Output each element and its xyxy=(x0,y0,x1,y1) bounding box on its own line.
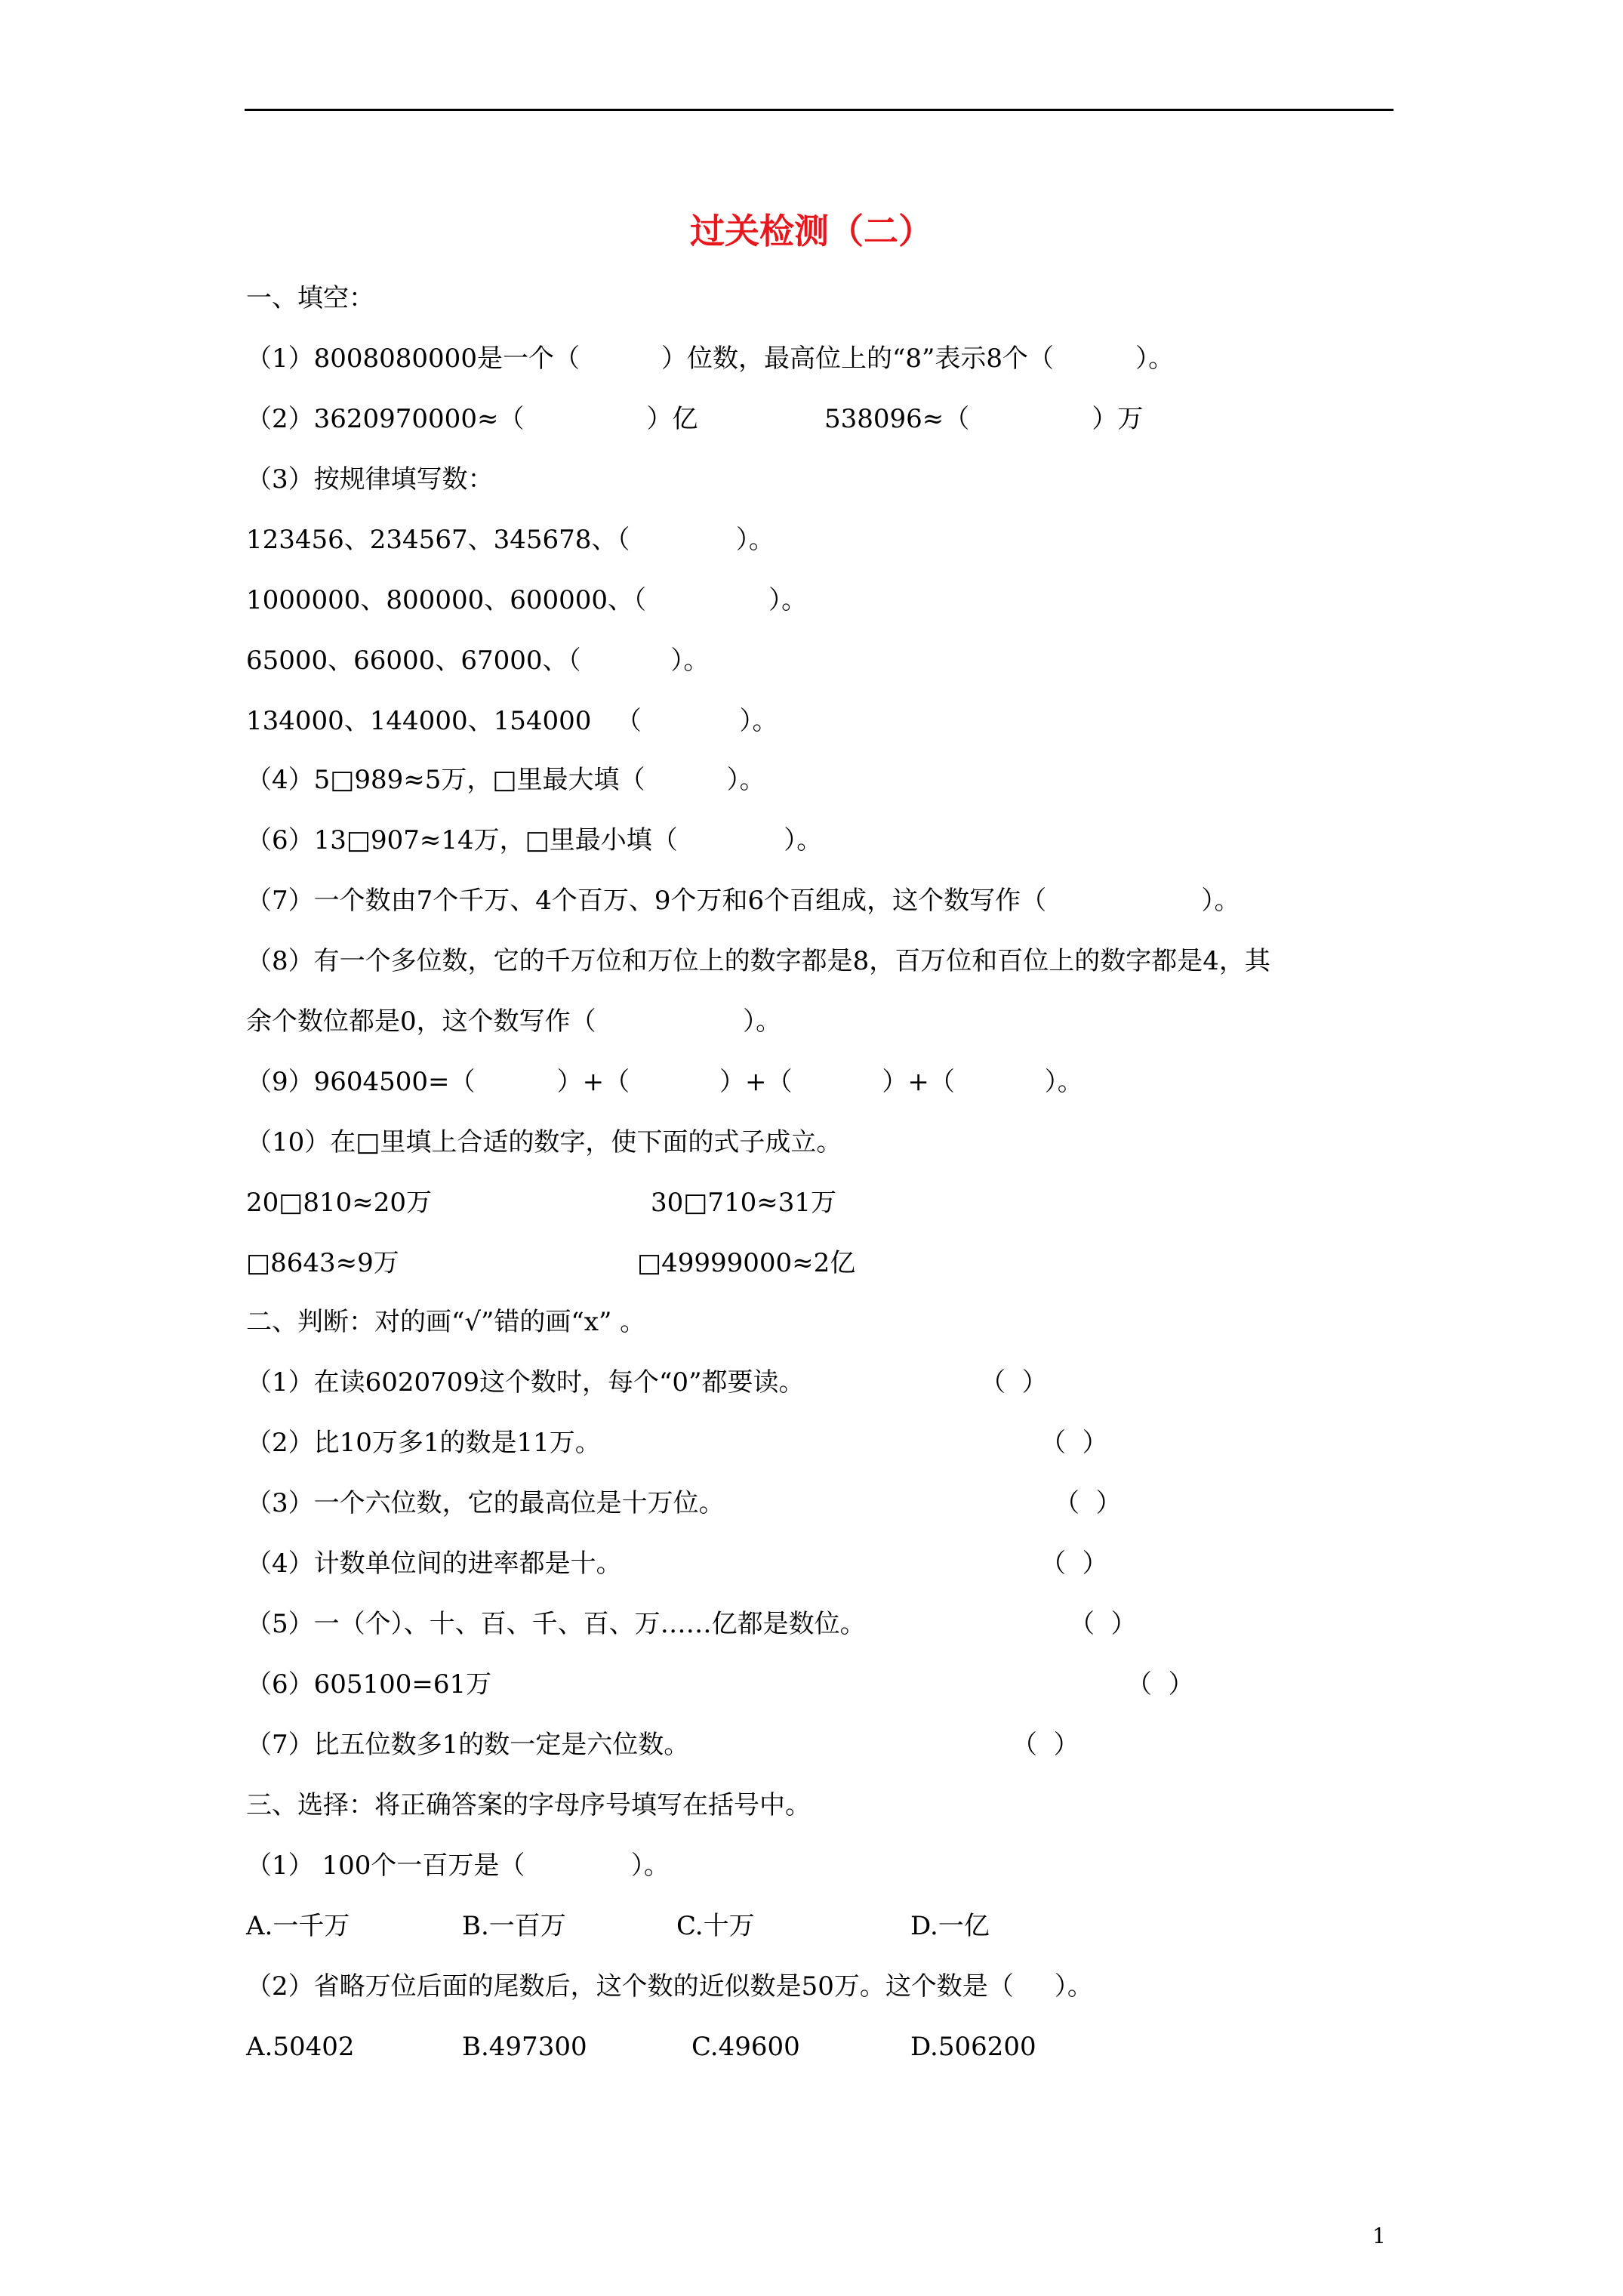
question-1-10d: □49999000≈2亿 xyxy=(637,1248,856,1278)
question-1-3: （3）按规律填写数： xyxy=(246,464,494,495)
section2-heading: 二、判断：对的画“√”错的画“x” 。 xyxy=(246,1307,646,1337)
question-1-3a: 123456、234567、345678、（ ）。 xyxy=(246,525,775,555)
question-1-1: （1）8008080000是一个（ ）位数，最高位上的“8”表示8个（ ）。 xyxy=(246,344,1175,374)
judge-item-paren: （ ） xyxy=(1054,1488,1122,1518)
judge-item-paren: （ ） xyxy=(1012,1730,1079,1760)
header-rule xyxy=(245,109,1394,111)
section1-heading: 一、填空： xyxy=(246,283,374,313)
page-number: 1 xyxy=(1372,2224,1386,2248)
question-1-10c: □8643≈9万 xyxy=(246,1248,399,1278)
judge-item-text: （4）计数单位间的进率都是十。 xyxy=(246,1549,622,1579)
question-1-10: （10）在□里填上合适的数字，使下面的式子成立。 xyxy=(246,1127,842,1157)
page-title: 过关检测（二） xyxy=(690,211,933,251)
choice-option: B.497300 xyxy=(462,2032,587,2062)
question-1-9: （9）9604500=（ ）+（ ）+（ ）+（ ）。 xyxy=(246,1067,1083,1097)
judge-item-text: （7）比五位数多1的数一定是六位数。 xyxy=(246,1730,690,1760)
choice-option: D.一亿 xyxy=(910,1911,990,1941)
question-1-10b: 30□710≈31万 xyxy=(651,1188,837,1218)
question-1-3b: 1000000、800000、600000、（ ）。 xyxy=(246,585,808,615)
judge-item-text: （6）605100=61万 xyxy=(246,1669,492,1700)
question-1-2a: （2）3620970000≈（ ）亿 xyxy=(246,404,698,434)
choice-question-2: （2）省略万位后面的尾数后，这个数的近似数是50万。这个数是（ ）。 xyxy=(246,1971,1093,2002)
choice-question-1: （1） 100个一百万是（ ）。 xyxy=(246,1851,670,1881)
choice-option: A.一千万 xyxy=(246,1911,350,1941)
question-1-10a: 20□810≈20万 xyxy=(246,1188,433,1218)
section3-heading: 三、选择：将正确答案的字母序号填写在括号中。 xyxy=(246,1790,811,1820)
question-1-3d: 134000、144000、154000 （ ）。 xyxy=(246,706,778,736)
judge-item-paren: （ ） xyxy=(1040,1549,1108,1579)
judge-item-text: （2）比10万多1的数是11万。 xyxy=(246,1428,601,1458)
question-1-7: （7）一个数由7个千万、4个百万、9个万和6个百组成，这个数写作（ ）。 xyxy=(246,886,1240,916)
judge-item-paren: （ ） xyxy=(1126,1669,1194,1700)
choice-option: A.50402 xyxy=(246,2032,355,2062)
judge-item-paren: （ ） xyxy=(1040,1428,1108,1458)
judge-item-text: （3）一个六位数，它的最高位是十万位。 xyxy=(246,1488,725,1518)
question-1-4: （4）5□989≈5万，□里最大填（ ）。 xyxy=(246,765,765,795)
choice-option: C.49600 xyxy=(691,2032,800,2062)
choice-option: D.506200 xyxy=(910,2032,1036,2062)
question-1-2b: 538096≈（ ）万 xyxy=(824,404,1144,434)
question-1-6: （6）13□907≈14万，□里最小填（ ）。 xyxy=(246,825,823,855)
question-1-8a: （8）有一个多位数，它的千万位和万位上的数字都是8，百万位和百位上的数字都是4，其 xyxy=(246,946,1270,976)
question-1-3c: 65000、66000、67000、（ ）。 xyxy=(246,646,710,676)
judge-item-text: （1）在读6020709这个数时，每个“0”都要读。 xyxy=(246,1367,805,1398)
judge-item-text: （5）一（个）、十、百、千、百、万……亿都是数位。 xyxy=(246,1609,866,1639)
choice-option: C.十万 xyxy=(676,1911,755,1941)
judge-item-paren: （ ） xyxy=(980,1367,1048,1398)
question-1-8b: 余个数位都是0，这个数写作（ ）。 xyxy=(246,1006,782,1037)
choice-option: B.一百万 xyxy=(462,1911,566,1941)
judge-item-paren: （ ） xyxy=(1069,1609,1137,1639)
